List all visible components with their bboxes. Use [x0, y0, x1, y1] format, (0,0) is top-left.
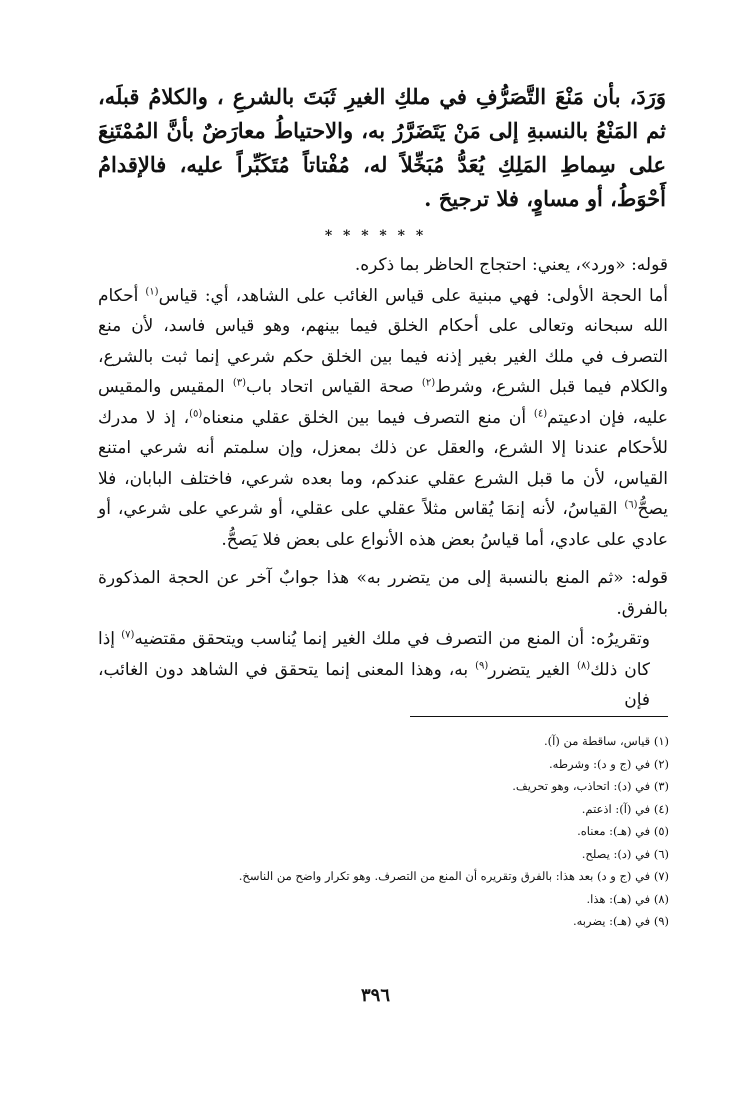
section-separator: * * * * * *: [324, 228, 427, 244]
commentary-text: هذا جوابٌ آخر عن الحجة المذكورة بالفرق.: [98, 568, 668, 619]
footnote-1: (١) قياس، ساقطة من (آ).: [544, 734, 669, 748]
footnote-ref-5: (٥): [189, 407, 203, 419]
footnote-divider: [410, 716, 668, 717]
footnote-ref-9: (٩): [475, 659, 489, 671]
commentary-paragraph-3: [98, 563, 668, 624]
footnote-6: (٦) في (د): يصلح.: [581, 846, 669, 861]
matn-paragraph: وَرَدَ، بأن مَنْعَ التَّصَرُّفِ في ملكِ الغيرِ ثَبَتَ بالشرعِ ، والكلامُ قبلَه، ثم المَنْعُ بالنسبةِ إلى مَنْ يَتَضَرَّرُ به، والاحتياطُ معارَضٌ بأنَّ المُمْتَنِعَ على سِماطِ المَلِكِ يُعَدُّ مُبَخِّلاً له، مُفْتاتاً مُتَكَبِّراً عليه، فالإقدامُ أَحْوَطُ، أو مساوٍ، فلا ترجيحَ .: [98, 84, 666, 211]
footnote-ref-4: (٤): [533, 407, 548, 419]
commentary-text: أن منع التصرف فيما بين الخلق عقلي منعناه: [202, 407, 534, 428]
footnotes-list: [149, 730, 669, 933]
commentary-text: إذا كان ذلك: [98, 629, 650, 680]
commentary-block: [98, 250, 668, 716]
footnote-ref-1: (١): [145, 285, 159, 297]
footnote-ref-3: (٣): [232, 377, 247, 389]
footnote-5: (٥) في (هـ): معناه.: [577, 824, 669, 838]
footnote-ref-2: (٢): [421, 377, 436, 389]
commentary-text: ، يعني: احتجاج الحاظر بما ذكره.: [354, 255, 581, 275]
commentary-text: ، إذ لا مدرك للأحكام عندنا إلا الشرع، والعقل عن ذلك بمعزل، وإن سلمتم أنه شرعي امتنع القياس، لأن ما قبل الشرع عقلي عندكم، وما بعده شرعي، فاختلف البابان، فلا يصحُّ: [98, 407, 668, 519]
commentary-text: به، وهذا المعنى إنما يتحقق في الشاهد دون الغائب، فإن: [98, 659, 650, 710]
commentary-text: القياسُ، لأنه إنمَا يُقاس مثلاً عقلي على عقلي، أو شرعي على شرعي، أو عادي على عادي، أما قياسُ بعض هذه الأنواع على بعض فلا يَصحُّ.: [98, 499, 668, 550]
footnote-9: (٩) في (هـ): يضربه.: [572, 914, 669, 928]
commentary-text: أما الحجة الأولى: فهي مبنية على قياس الغائب على الشاهد، أي: قياس: [158, 285, 668, 306]
footnote-3: (٣) في (د): اتحاذب، وهو تحريف.: [512, 779, 669, 793]
commentary-paragraph-2: [98, 281, 668, 556]
footnote-4: (٤) في (آ): اذعتم.: [581, 801, 669, 816]
footnote-2: (٢) في (ج و د): وشرطه.: [549, 756, 669, 771]
commentary-paragraph-4: [98, 624, 668, 716]
quoted-lemma: «ورد»: [580, 255, 626, 275]
footnote-ref-6: (٦): [624, 499, 638, 511]
matn-block: [98, 80, 666, 216]
commentary-text: أحكام الله سبحانه وتعالى على أحكام الخلق فيما بينهم، وهو قياس فاسد، لأن منع التصرف في ملك الغير بغير إذنه فيما بين الخلق حكم شرعي إنما ثبت بالشرع، والكلام فيما قبل الشرع، وشرط: [98, 285, 668, 397]
quoted-lemma: «ثم المنع بالنسبة إلى من يتضرر به»: [356, 568, 624, 588]
commentary-text: صحة القياس اتحاد باب: [246, 377, 422, 397]
footnote-ref-8: (٨): [577, 659, 591, 671]
qawluh-lead: قوله:: [631, 568, 669, 588]
footnote-8: (٨) في (هـ): هذا.: [586, 891, 669, 906]
qawluh-lead: قوله:: [631, 255, 668, 275]
footnote-7: (٧) في (ج و د) بعد هذا: بالفرق وتقريره أن المنع من التصرف. وهو تكرار واضح من الناسخ.: [238, 869, 669, 883]
commentary-text: المقيس والمقيس عليه، فإن ادعيتم: [98, 377, 668, 428]
page-number: ٣٩٦: [360, 985, 390, 1006]
commentary-text: وتقريرُه: أن المنع من التصرف في ملك الغير إنما يُناسب ويتحقق مقتضيه: [134, 629, 651, 649]
commentary-text: الغير يتضرر: [488, 659, 577, 680]
commentary-paragraph-1: [98, 250, 668, 281]
footnote-ref-7: (٧): [121, 629, 135, 641]
